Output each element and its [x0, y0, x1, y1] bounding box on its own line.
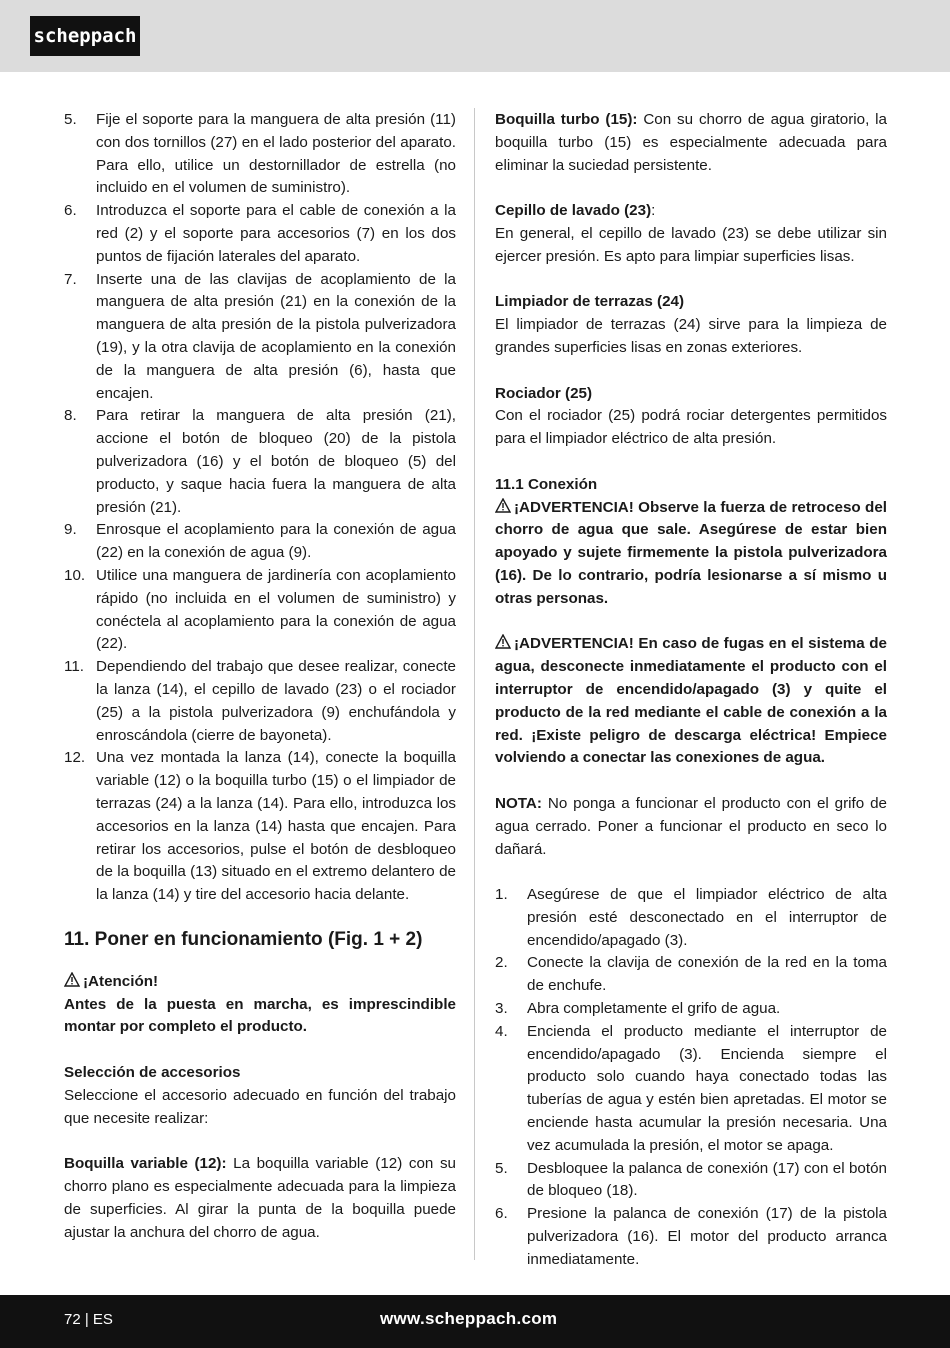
page-footer	[0, 1295, 950, 1348]
list-item: 8. Para retirar la manguera de alta presión (21), accione el botón de bloqueo (20) de la pistola pulverizadora (16) y el botón de bloqueo (5) del producto, y saque hacia fuera la manguera de alta presión (21).	[64, 407, 456, 516]
list-item: 2. Conecte la clavija de conexión de la red en la toma de enchufe.	[495, 954, 887, 995]
sprayer-title: Rociador (25)	[495, 384, 593, 402]
page-header	[0, 0, 950, 72]
warning-paragraph: ¡ADVERTENCIA! En caso de fugas en el sistema de agua, desconecte inmediatamente el producto con el interruptor de encendido/apagado (3) y quite el producto de la red mediante el cable de conexión a la red. ¡Existe peligro de descarga eléctrica! Empiece volviendo a conectar las conexiones de agua.	[495, 635, 887, 767]
brand-logo: scheppach	[30, 16, 140, 56]
warning-icon	[64, 972, 80, 987]
list-item: 12. Una vez montada la lanza (14), conecte la boquilla variable (12) o la boquilla turbo (15) o el limpiador de terrazas (24) a la lanza (14). Para ello, introduzca los accesorios en la lanza (14) hasta que encajen. Para retirar los accesorios, pulse el botón de desbloqueo de la boquilla (13) situado en el extremo delantero de la lanza (14) y tire del accesorio hacia delante.	[64, 749, 456, 904]
sprayer-text: Con el rociador (25) podrá rociar detergentes permitidos para el limpiador eléctrico de alta presión.	[495, 407, 887, 448]
list-item: 7. Inserte una de las clavijas de acoplamiento de la manguera de alta presión (21) en la conexión de la manguera de alta presión de la pistola pulverizadora (19), y la otra clavija de acoplamiento en la conexión de la manguera de alta presión (6), hasta que encajen.	[64, 270, 456, 402]
right-column	[495, 109, 887, 1272]
brush-title: Cepillo de lavado (23):	[495, 202, 656, 220]
section-heading: 11. Poner en funcionamiento (Fig. 1 + 2)	[64, 928, 423, 950]
list-item: 6. Introduzca el soporte para el cable de conexión a la red (2) y el soporte para accesorios (7) en los dos puntos de fijación laterales del aparato.	[64, 202, 456, 265]
accessories-title: Selección de accesorios	[64, 1064, 241, 1082]
note-paragraph: NOTA: No ponga a funcionar el producto con el grifo de agua cerrado. Poner a funcionar el producto en seco lo dañará.	[495, 794, 887, 858]
warning-icon	[495, 634, 511, 649]
left-column	[64, 109, 456, 1244]
list-item: 3. Abra completamente el grifo de agua.	[495, 1000, 781, 1018]
list-item: 4. Encienda el producto mediante el interruptor de encendido/apagado (3). Encienda siempre el producto solo cuando haya conectado todas las tuberías de agua y estén bien apretadas. El motor se enciende hasta acumular la presión necesaria. Una vez acumulada la presión, el motor se apaga.	[495, 1022, 887, 1154]
list-item: 5. Desbloquee la palanca de conexión (17) con el botón de bloqueo (18).	[495, 1159, 887, 1200]
turbo-nozzle-paragraph: Boquilla turbo (15): Con su chorro de agua giratorio, la boquilla turbo (15) es especialmente adecuada para eliminar la suciedad persistente.	[495, 111, 887, 174]
operation-steps-list	[495, 884, 887, 1272]
column-divider	[474, 108, 475, 1260]
page-number: 72 | ES	[64, 1311, 113, 1328]
accessories-text: Seleccione el accesorio adecuado en función del trabajo que necesite realizar:	[64, 1086, 456, 1127]
patio-cleaner-text: El limpiador de terrazas (24) sirve para la limpieza de grandes superficies lisas en zonas exteriores.	[495, 316, 887, 356]
warning-paragraph: ¡ADVERTENCIA! Observe la fuerza de retroceso del chorro de agua que sale. Asegúrese de estar bien apoyado y sujete firmemente la pistola pulverizadora (16). De lo contrario, podría lesionarse a sí mismo u otras personas.	[495, 498, 887, 607]
list-item: 6. Presione la palanca de conexión (17) de la pistola pulverizadora (16). El motor del producto arranca inmediatamente.	[495, 1205, 887, 1268]
attention-title: ¡Atención!	[64, 971, 456, 994]
patio-cleaner-title: Limpiador de terrazas (24)	[495, 293, 685, 311]
attention-text: Antes de la puesta en marcha, es imprescindible montar por completo el producto.	[64, 995, 456, 1036]
variable-nozzle-paragraph: Boquilla variable (12): La boquilla variable (12) con su chorro plano es especialmente adecuada para la limpieza de superficies. Al girar la punta de la boquilla puede ajustar la anchura del chorro de agua.	[64, 1155, 456, 1241]
list-item: 9. Enrosque el acoplamiento para la conexión de agua (22) en la conexión de agua (9).	[64, 521, 456, 562]
brush-text: En general, el cepillo de lavado (23) se debe utilizar sin ejercer presión. Es apto para limpiar superficies lisas.	[495, 224, 887, 265]
website-link[interactable]: www.scheppach.com	[380, 1309, 558, 1328]
list-item: 1. Asegúrese de que el limpiador eléctrico de alta presión esté desconectado en el interruptor de encendido/apagado (3).	[495, 886, 887, 949]
list-item: 11. Dependiendo del trabajo que desee realizar, conecte la lanza (14), el cepillo de lavado (23) o el rociador (25) a la pistola pulverizadora (9) enchufándola y enroscándola (cierre de bayoneta).	[64, 658, 456, 744]
connection-heading: 11.1 Conexión	[495, 475, 598, 493]
list-item: 5. Fije el soporte para la manguera de alta presión (11) con dos tornillos (27) en el lado posterior del aparato. Para ello, utilice un destornillador de estrella (no incluido en el volumen de suministro).	[64, 111, 456, 197]
assembly-steps-list	[64, 109, 456, 907]
list-item: 10. Utilice una manguera de jardinería con acoplamiento rápido (no incluida en el volumen de suministro) y conéctela al acoplamiento para la conexión de agua (22).	[64, 566, 456, 653]
warning-icon	[495, 498, 511, 513]
